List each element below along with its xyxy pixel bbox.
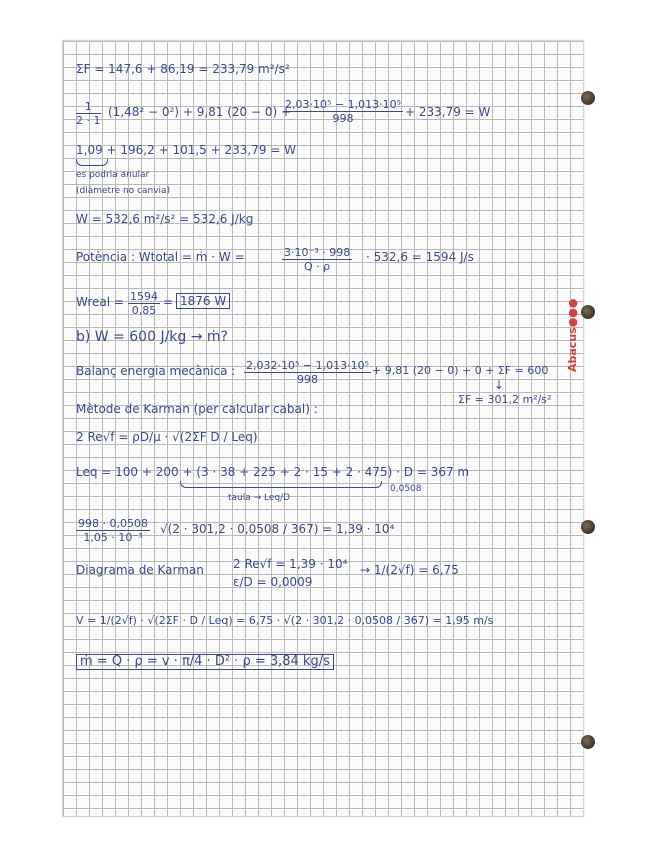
note-could-cancel: es podria anular	[76, 170, 150, 180]
binder-hole-1	[581, 91, 595, 105]
karman-diagram-label: Diagrama de Karman	[76, 563, 204, 577]
table-note: taula → Leq/D	[228, 493, 291, 503]
karman-formula: 2 Re√f = ρD/μ · √(2ΣF D / Leq)	[76, 430, 258, 444]
reynolds-fraction	[76, 517, 150, 544]
karman-output: → 1/(2√f) = 6,75	[360, 563, 459, 577]
equals-sign: =	[163, 295, 174, 309]
karman-input-roughness: ε/D = 0,0009	[233, 575, 313, 589]
fraction-denominator: 2 · 1	[76, 114, 101, 127]
down-arrow: ↓	[494, 378, 505, 392]
energy-balance-fraction	[244, 359, 371, 386]
pressure-fraction	[283, 98, 403, 125]
sum-friction-line: ΣF = 147,6 + 86,19 = 233,79 m²/s²	[76, 62, 290, 76]
power-label: Potència : Wtotal = ṁ · W =	[76, 250, 245, 264]
power-result: · 532,6 = 1594 J/s	[366, 250, 474, 264]
fraction-denominator: 0,85	[131, 304, 157, 317]
diameter-note: 0,0508	[390, 484, 422, 494]
underbrace	[180, 481, 382, 488]
mass-flow-result: ṁ = Q · ρ = v · π/4 · D² · ρ = 3,84 kg/s	[76, 654, 334, 670]
fraction-numerator: 1	[76, 100, 101, 114]
note-diameter-unchanged: (diàmetre no canvia)	[76, 186, 171, 196]
efficiency-fraction	[128, 290, 160, 317]
equivalent-length-line: Leq = 100 + 200 + (3 · 38 + 225 + 2 · 15 + 2 · 475) · D = 367 m	[76, 465, 470, 479]
fraction-numerator: 2,03·10⁵ − 1,013·10⁵	[285, 98, 401, 111]
karman-input-reynolds: 2 Re√f = 1,39 · 10⁴	[233, 557, 348, 571]
fraction-denominator: 1,05 · 10⁻³	[83, 531, 143, 544]
energy-balance-label: Balanç energia mecànica :	[76, 364, 236, 378]
fraction-denominator: 998	[297, 373, 318, 386]
underbrace	[76, 159, 108, 166]
fraction-denominator: Q · ρ	[304, 260, 331, 273]
fraction-half	[76, 100, 101, 127]
fraction-numerator: 998 · 0,0508	[78, 517, 148, 530]
real-power-result: 1876 W	[176, 293, 230, 309]
fraction-numerator: 1594	[130, 290, 158, 303]
binder-hole-2	[581, 305, 595, 319]
bernoulli-result: + 233,79 = W	[405, 105, 491, 119]
real-work-label: Wreal =	[76, 295, 124, 309]
fraction-denominator: 998	[332, 112, 354, 125]
part-b-heading: b) W = 600 J/kg → ṁ?	[76, 329, 228, 345]
fraction-numerator: 3·10⁻³ · 998	[284, 246, 351, 259]
binder-hole-4	[581, 735, 595, 749]
friction-result: ΣF = 301,2 m²/s²	[458, 393, 552, 406]
brand-logo: Abacus●●●	[566, 298, 579, 372]
mass-flow-fraction	[282, 246, 352, 273]
reynolds-result: √(2 · 301,2 · 0,0508 / 367) = 1,39 · 10⁴	[160, 522, 395, 536]
work-value-line: W = 532,6 m²/s² = 532,6 J/kg	[76, 212, 254, 226]
velocity-line: V = 1/(2√f) · √(2ΣF · D / Leq) = 6,75 · √(2 · 301,2 · 0,0508 / 367) = 1,95 m/s	[76, 614, 494, 627]
binder-hole-3	[581, 520, 595, 534]
bernoulli-terms: (1,48² − 0²) + 9,81 (20 − 0) +	[108, 105, 292, 119]
bernoulli-numeric-line: 1,09 + 196,2 + 101,5 + 233,79 = W	[76, 143, 297, 157]
karman-method-heading: Mètode de Karman (per calcular cabal) :	[76, 402, 318, 416]
energy-balance-terms: + 9,81 (20 − 0) + 0 + ΣF = 600	[372, 364, 549, 377]
fraction-numerator: 2,032·10⁵ − 1,013·10⁵	[246, 359, 369, 372]
